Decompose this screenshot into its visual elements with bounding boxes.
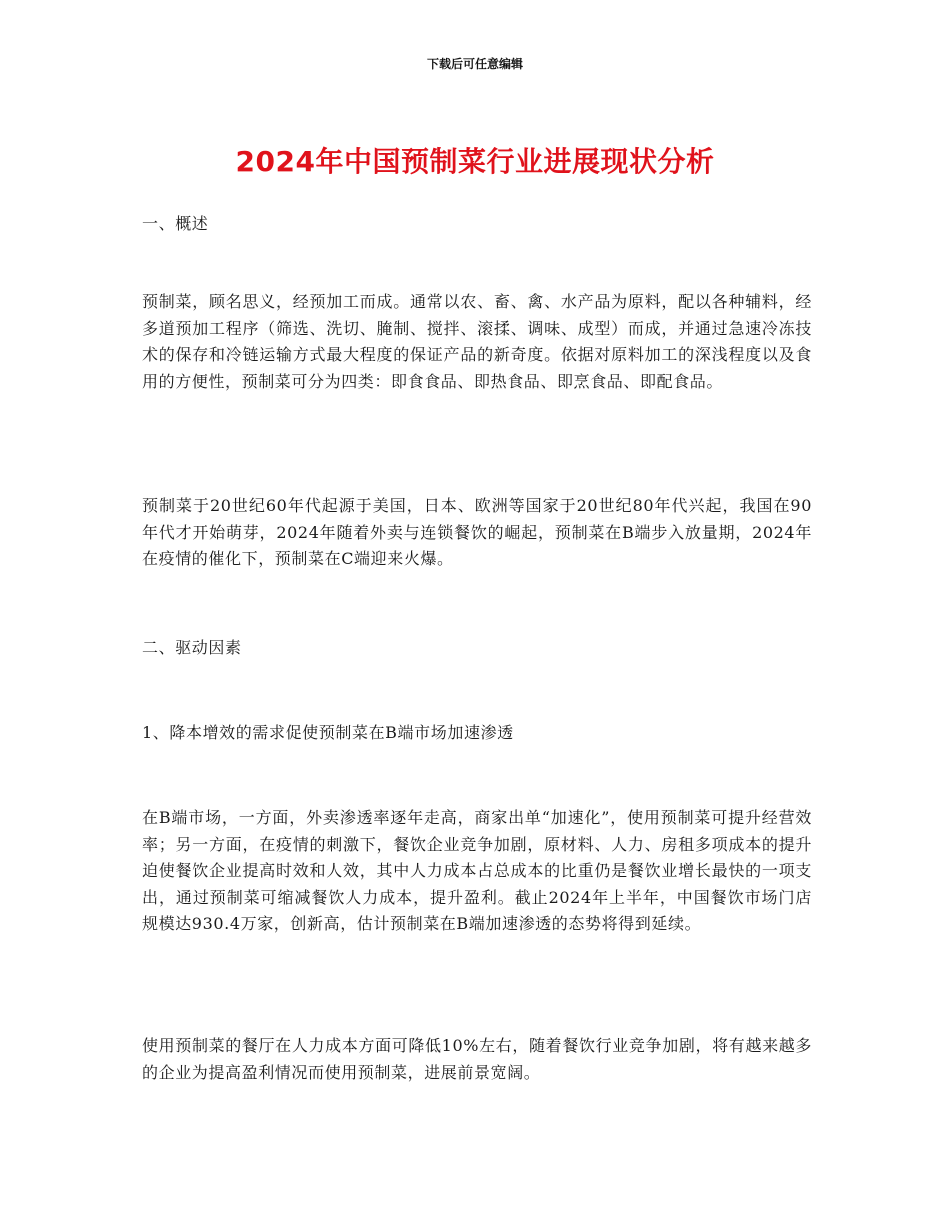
section-heading-overview: 一、概述 bbox=[142, 214, 209, 233]
page-title: 2024年中国预制菜行业进展现状分析 bbox=[235, 145, 715, 178]
paragraph-overview-definition: 预制菜，顾名思义，经预加工而成。通常以农、畜、禽、水产品为原料，配以各种辅料，经多道预加工程序（筛选、洗切、腌制、搅拌、滚揉、调味、成型）而成，并通过急速冷冻技术的保存和冷链运输方式最大程度的保证产品的新奇度。依据对原料加工的深浅程度以及食用的方便性，预制菜可分为四类：即食食品、即热食品、即烹食品、即配食品。 bbox=[142, 292, 812, 391]
subsection-heading-driver-1: 1、降本增效的需求促使预制菜在B端市场加速渗透 bbox=[142, 723, 514, 742]
section-heading-drivers: 二、驱动因素 bbox=[142, 638, 242, 657]
paragraph-driver-1-labor-cost: 使用预制菜的餐厅在人力成本方面可降低10%左右，随着餐饮行业竞争加剧，将有越来越多的企业为提高盈利情况而使用预制菜，进展前景宽阔。 bbox=[142, 1036, 812, 1082]
header-note: 下载后可任意编辑 bbox=[426, 57, 523, 71]
paragraph-driver-1-b-market: 在B端市场，一方面，外卖渗透率逐年走高，商家出单“加速化”，使用预制菜可提升经营效率；另一方面，在疫情的刺激下，餐饮企业竞争加剧，原材料、人力、房租多项成本的提升迫使餐饮企业提高时效和人效，其中人力成本占总成本的比重仍是餐饮业增长最快的一项支出，通过预制菜可缩减餐饮人力成本，提升盈利。截止2024年上半年，中国餐饮市场门店规模达930.4万家，创新高，估计预制菜在B端加速渗透的态势将得到延续。 bbox=[142, 808, 812, 933]
paragraph-overview-history: 预制菜于20世纪60年代起源于美国，日本、欧洲等国家于20世纪80年代兴起，我国在90年代才开始萌芽，2024年随着外卖与连锁餐饮的崛起，预制菜在B端步入放量期，2024年在疫情的催化下，预制菜在C端迎来火爆。 bbox=[142, 496, 812, 568]
